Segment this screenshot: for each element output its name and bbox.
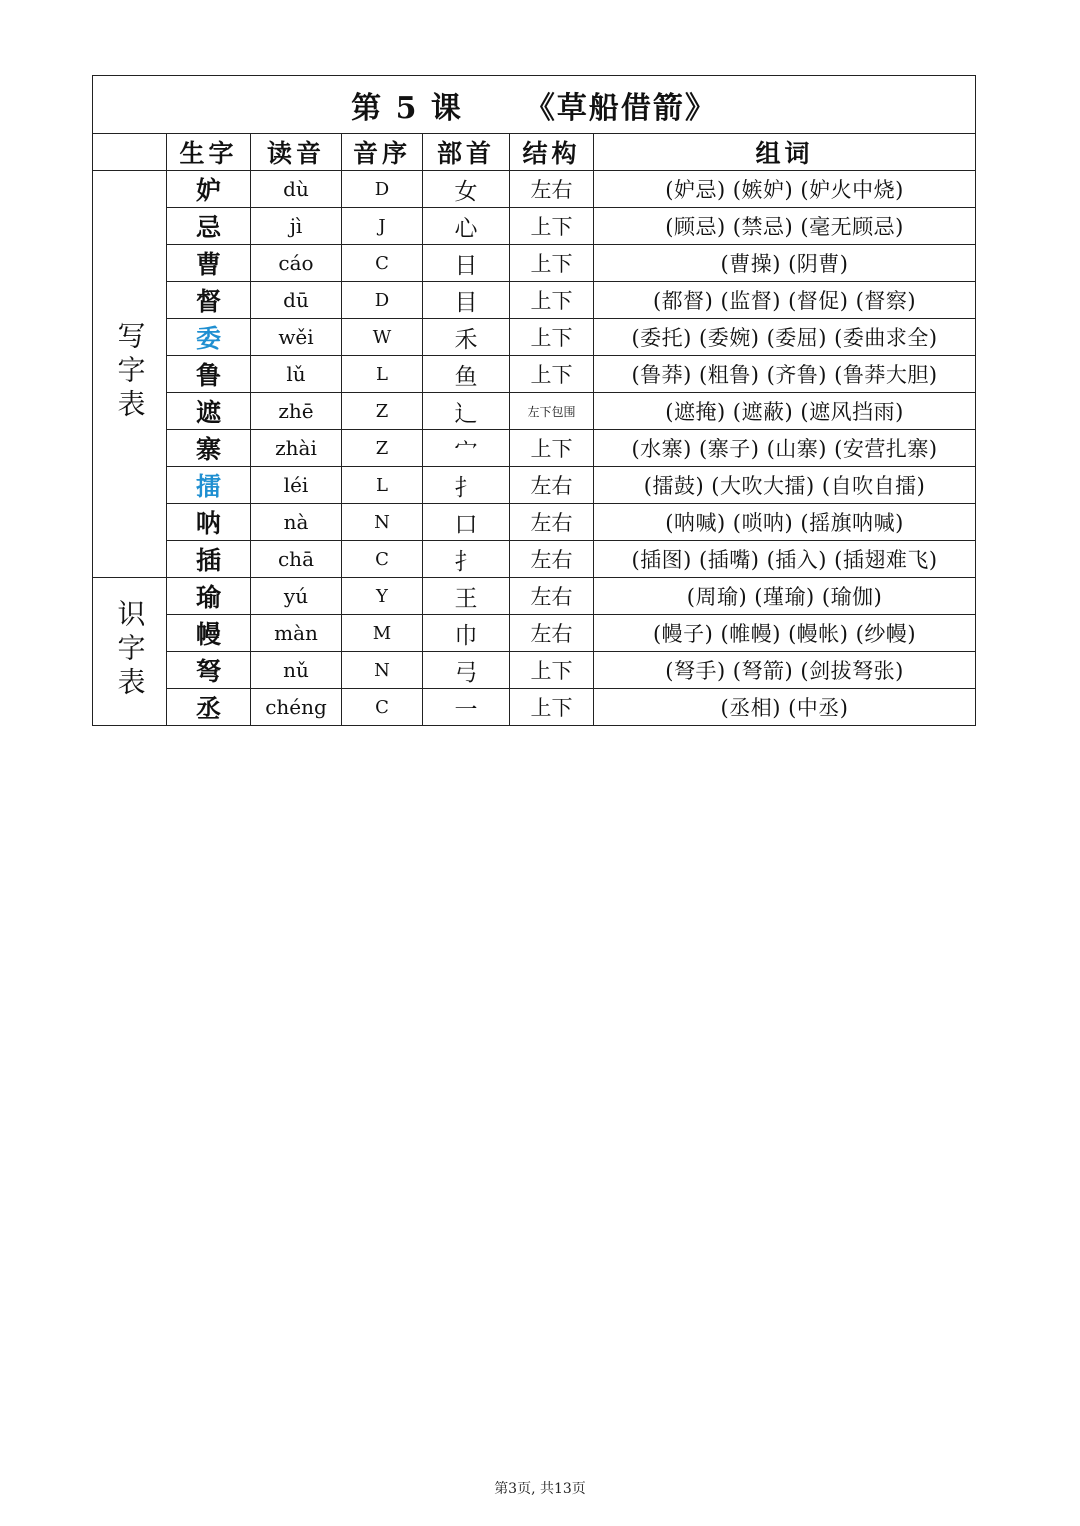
lesson-number: 第 5 课 xyxy=(351,90,463,126)
pinyin-cell: chā xyxy=(251,541,342,578)
words-cell: (鲁莽) (粗鲁) (齐鲁) (鲁莽大胆) xyxy=(594,356,976,393)
section-label-text: 识字表 xyxy=(113,598,147,701)
table-row xyxy=(93,578,976,615)
vocabulary-table-sheet xyxy=(92,75,975,726)
words-cell: (插图) (插嘴) (插入) (插翅难飞) xyxy=(594,541,976,578)
table-row xyxy=(93,208,976,245)
header-pinyin: 读音 xyxy=(251,134,342,171)
header-structure: 结构 xyxy=(510,134,594,171)
char-cell: 幔 xyxy=(167,615,251,652)
structure-cell: 左右 xyxy=(510,504,594,541)
order-cell: L xyxy=(342,356,423,393)
page-footer: 第3页, 共13页 xyxy=(494,1481,586,1497)
words-cell: (呐喊) (唢呐) (摇旗呐喊) xyxy=(594,504,976,541)
structure-cell: 上下 xyxy=(510,430,594,467)
structure-cell: 左右 xyxy=(510,578,594,615)
radical-cell: 心 xyxy=(423,208,510,245)
table-row xyxy=(93,245,976,282)
radical-cell: 目 xyxy=(423,282,510,319)
words-cell: (擂鼓) (大吹大擂) (自吹自擂) xyxy=(594,467,976,504)
pinyin-cell: dù xyxy=(251,171,342,208)
pinyin-cell: nà xyxy=(251,504,342,541)
structure-cell: 上下 xyxy=(510,208,594,245)
table-row xyxy=(93,504,976,541)
structure-cell: 左右 xyxy=(510,615,594,652)
order-cell: W xyxy=(342,319,423,356)
order-cell: N xyxy=(342,504,423,541)
char-cell: 插 xyxy=(167,541,251,578)
words-cell: (丞相) (中丞) xyxy=(594,689,976,726)
table-body xyxy=(93,171,976,726)
pinyin-cell: dū xyxy=(251,282,342,319)
pinyin-cell: zhài xyxy=(251,430,342,467)
order-cell: C xyxy=(342,245,423,282)
radical-cell: 口 xyxy=(423,504,510,541)
section-label-writing xyxy=(93,171,167,578)
char-cell: 委 xyxy=(167,319,251,356)
order-cell: C xyxy=(342,689,423,726)
words-cell: (遮掩) (遮蔽) (遮风挡雨) xyxy=(594,393,976,430)
radical-cell: 日 xyxy=(423,245,510,282)
words-cell: (幔子) (帷幔) (幔帐) (纱幔) xyxy=(594,615,976,652)
structure-cell: 左右 xyxy=(510,467,594,504)
words-cell: (委托) (委婉) (委屈) (委曲求全) xyxy=(594,319,976,356)
table-row xyxy=(93,393,976,430)
char-cell: 寨 xyxy=(167,430,251,467)
table-row xyxy=(93,282,976,319)
structure-cell: 上下 xyxy=(510,282,594,319)
table-row xyxy=(93,615,976,652)
table-row xyxy=(93,171,976,208)
words-cell: (曹操) (阴曹) xyxy=(594,245,976,282)
table-row xyxy=(93,541,976,578)
pinyin-cell: màn xyxy=(251,615,342,652)
char-cell: 遮 xyxy=(167,393,251,430)
radical-cell: 辶 xyxy=(423,393,510,430)
pinyin-cell: jì xyxy=(251,208,342,245)
pinyin-cell: zhē xyxy=(251,393,342,430)
radical-cell: 扌 xyxy=(423,541,510,578)
pinyin-cell: lǔ xyxy=(251,356,342,393)
table-row xyxy=(93,689,976,726)
order-cell: C xyxy=(342,541,423,578)
structure-cell: 上下 xyxy=(510,652,594,689)
char-cell: 丞 xyxy=(167,689,251,726)
header-row xyxy=(93,134,976,171)
table-row xyxy=(93,467,976,504)
structure-cell: 上下 xyxy=(510,245,594,282)
section-label-reading xyxy=(93,578,167,726)
char-cell: 呐 xyxy=(167,504,251,541)
char-cell: 擂 xyxy=(167,467,251,504)
header-blank xyxy=(93,134,167,171)
radical-cell: 鱼 xyxy=(423,356,510,393)
order-cell: J xyxy=(342,208,423,245)
pinyin-cell: wěi xyxy=(251,319,342,356)
structure-cell: 上下 xyxy=(510,689,594,726)
header-order: 音序 xyxy=(342,134,423,171)
structure-cell: 左右 xyxy=(510,171,594,208)
radical-cell: 巾 xyxy=(423,615,510,652)
structure-cell: 左右 xyxy=(510,541,594,578)
vocabulary-table xyxy=(92,75,976,726)
order-cell: N xyxy=(342,652,423,689)
char-cell: 鲁 xyxy=(167,356,251,393)
words-cell: (妒忌) (嫉妒) (妒火中烧) xyxy=(594,171,976,208)
radical-cell: 禾 xyxy=(423,319,510,356)
order-cell: Z xyxy=(342,430,423,467)
header-char: 生字 xyxy=(167,134,251,171)
pinyin-cell: chéng xyxy=(251,689,342,726)
pinyin-cell: cáo xyxy=(251,245,342,282)
table-row xyxy=(93,356,976,393)
order-cell: L xyxy=(342,467,423,504)
header-words: 组词 xyxy=(594,134,976,171)
char-cell: 弩 xyxy=(167,652,251,689)
order-cell: Y xyxy=(342,578,423,615)
structure-cell: 左下包围 xyxy=(510,393,594,430)
char-cell: 瑜 xyxy=(167,578,251,615)
order-cell: D xyxy=(342,282,423,319)
pinyin-cell: yú xyxy=(251,578,342,615)
structure-cell: 上下 xyxy=(510,356,594,393)
radical-cell: 一 xyxy=(423,689,510,726)
words-cell: (弩手) (弩箭) (剑拔弩张) xyxy=(594,652,976,689)
order-cell: D xyxy=(342,171,423,208)
structure-cell: 上下 xyxy=(510,319,594,356)
table-row xyxy=(93,430,976,467)
pinyin-cell: nǔ xyxy=(251,652,342,689)
order-cell: Z xyxy=(342,393,423,430)
lesson-name: 《草船借箭》 xyxy=(524,90,717,126)
words-cell: (周瑜) (瑾瑜) (瑜伽) xyxy=(594,578,976,615)
radical-cell: 王 xyxy=(423,578,510,615)
radical-cell: 扌 xyxy=(423,467,510,504)
lesson-title xyxy=(93,76,976,134)
radical-cell: 女 xyxy=(423,171,510,208)
table-row xyxy=(93,319,976,356)
char-cell: 忌 xyxy=(167,208,251,245)
words-cell: (顾忌) (禁忌) (毫无顾忌) xyxy=(594,208,976,245)
char-cell: 妒 xyxy=(167,171,251,208)
pinyin-cell: léi xyxy=(251,467,342,504)
header-radical: 部首 xyxy=(423,134,510,171)
radical-cell: 弓 xyxy=(423,652,510,689)
words-cell: (都督) (监督) (督促) (督察) xyxy=(594,282,976,319)
words-cell: (水寨) (寨子) (山寨) (安营扎寨) xyxy=(594,430,976,467)
char-cell: 督 xyxy=(167,282,251,319)
section-label-text: 写字表 xyxy=(113,321,147,423)
table-row xyxy=(93,652,976,689)
order-cell: M xyxy=(342,615,423,652)
radical-cell: 宀 xyxy=(423,430,510,467)
char-cell: 曹 xyxy=(167,245,251,282)
